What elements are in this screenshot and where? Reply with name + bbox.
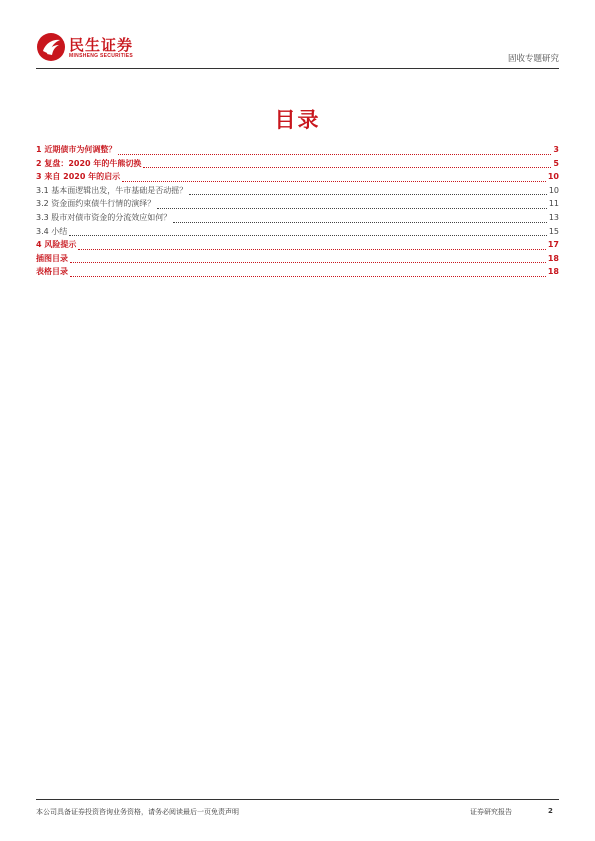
toc-entry-page: 10 bbox=[548, 185, 559, 195]
logo-text-cn: 民生证券 bbox=[69, 36, 134, 54]
header-divider bbox=[36, 68, 559, 69]
toc-entry-text: 4 风险提示 bbox=[36, 240, 77, 250]
toc-entry[interactable] bbox=[36, 185, 559, 199]
toc-entry-page: 5 bbox=[553, 158, 559, 168]
toc-entry[interactable] bbox=[36, 212, 559, 226]
toc-title: 目录 bbox=[274, 108, 321, 132]
page-number: 2 bbox=[548, 807, 553, 815]
toc-leader bbox=[70, 262, 546, 263]
minsheng-logo-icon bbox=[36, 32, 66, 62]
toc-entry-page: 17 bbox=[547, 240, 559, 250]
logo-text-en: MINSHENG SECURITIES bbox=[69, 53, 134, 59]
toc-entry[interactable] bbox=[36, 171, 559, 185]
toc-entry-text: 表格目录 bbox=[36, 267, 68, 277]
toc-entry-page: 3 bbox=[553, 145, 559, 154]
toc-entry-page: 10 bbox=[547, 172, 559, 182]
toc-leader bbox=[70, 276, 546, 277]
toc-entry[interactable] bbox=[36, 266, 559, 280]
toc-entry[interactable] bbox=[36, 198, 559, 212]
toc-entry-text: 3.2 资金面约束债牛行情的演绎？ bbox=[36, 199, 156, 209]
toc-leader bbox=[78, 249, 546, 250]
page-header bbox=[36, 32, 559, 68]
toc-entry-page: 18 bbox=[547, 253, 559, 263]
toc-leader bbox=[157, 208, 547, 209]
toc-leader bbox=[189, 194, 547, 195]
toc-entry-page: 15 bbox=[548, 226, 559, 236]
toc-entry-page: 11 bbox=[548, 199, 559, 209]
toc-entry-page: 13 bbox=[548, 212, 559, 222]
toc-leader bbox=[143, 167, 551, 168]
footer-divider bbox=[36, 799, 559, 800]
table-of-contents bbox=[36, 144, 559, 280]
toc-leader bbox=[173, 222, 547, 223]
toc-entry[interactable] bbox=[36, 226, 559, 240]
footer-disclaimer: 本公司具备证券投资咨询业务资格，请务必阅读最后一页免责声明 bbox=[36, 808, 239, 816]
toc-entry[interactable] bbox=[36, 158, 559, 172]
toc-entry[interactable] bbox=[36, 253, 559, 267]
toc-leader bbox=[69, 235, 547, 236]
report-type-label: 固收专题研究 bbox=[507, 54, 559, 64]
toc-leader bbox=[122, 181, 546, 182]
toc-entry-text: 3.4 小结 bbox=[36, 226, 68, 236]
toc-entry-text: 3.1 基本面逻辑出发，牛市基础是否动摇？ bbox=[36, 185, 188, 195]
toc-entry-text: 插图目录 bbox=[36, 253, 68, 263]
toc-entry[interactable] bbox=[36, 144, 559, 158]
toc-entry[interactable] bbox=[36, 239, 559, 253]
toc-leader bbox=[118, 154, 551, 155]
toc-entry-text: 3 来自 2020 年的启示 bbox=[36, 172, 121, 182]
toc-entry-text: 2 复盘：2020 年的牛熊切换 bbox=[36, 158, 142, 168]
toc-entry-page: 18 bbox=[547, 267, 559, 277]
toc-entry-text: 3.3 股市对债市资金的分流效应如何？ bbox=[36, 212, 172, 222]
footer-label: 证券研究报告 bbox=[470, 808, 512, 816]
toc-entry-text: 1 近期债市为何调整？ bbox=[36, 145, 117, 154]
